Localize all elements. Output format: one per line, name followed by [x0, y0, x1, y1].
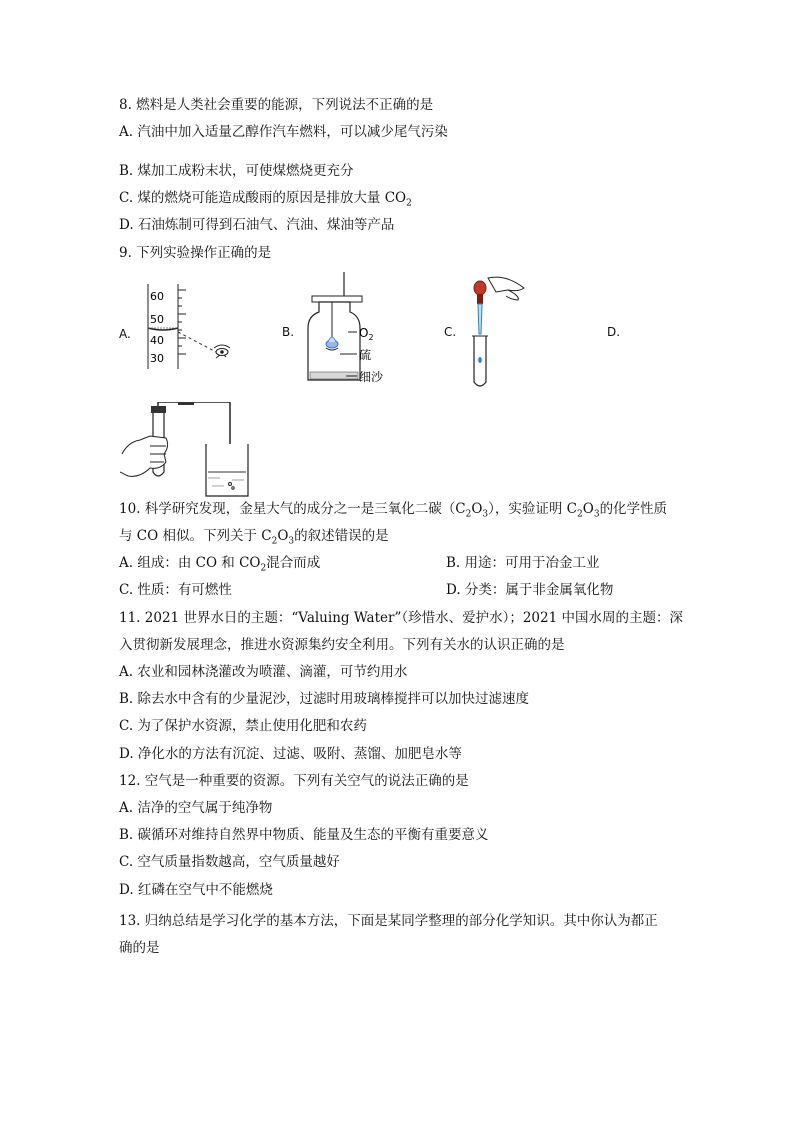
- q13-stem-line2: 确的是: [119, 940, 160, 956]
- cylinder-tick-50: 50: [150, 313, 164, 326]
- q10-option-a: A. 组成：由 CO 和 $CO_2$混合而成: [119, 555, 321, 574]
- cylinder-tick-60: 60: [150, 290, 164, 303]
- sulfur-label: 硫: [359, 348, 372, 362]
- q9-option-d-label: D.: [607, 325, 621, 339]
- q10-stem-line2: 与 CO 相似。下列关于 $C_2O_3$的叙述错误的是: [119, 528, 389, 547]
- q11-stem-line2: 入贯彻新发展理念，推进水资源集约安全利用。下列有关水的认识正确的是: [119, 637, 565, 653]
- q9-stem: 9. 下列实验操作正确的是: [119, 245, 272, 261]
- q12-option-d: D. 红磷在空气中不能燃烧: [119, 882, 273, 898]
- q10-option-d: D. 分类：属于非金属氧化物: [446, 582, 614, 598]
- eye-icon: [214, 345, 230, 358]
- q11-option-a: A. 农业和园林浇灌改为喷灌、滴灌，可节约用水: [119, 664, 408, 680]
- q12-option-c: C. 空气质量指数越高，空气质量越好: [119, 854, 340, 870]
- q11-option-b: B. 除去水中含有的少量泥沙，过滤时用玻璃棒搅拌可以加快过滤速度: [119, 691, 530, 707]
- q12-option-b: B. 碳循环对维持自然界中物质、能量及生态的平衡有重要意义: [119, 827, 489, 843]
- q8-stem: 8. 燃料是人类社会重要的能源，下列说法不正确的是: [119, 97, 434, 113]
- q10-option-c: C. 性质：有可燃性: [119, 582, 232, 598]
- q11-stem-line1: 11. 2021 世界水日的主题：“Valuing Water”（珍惜水、爱护水）；2021 中国水周的主题：深: [119, 610, 683, 626]
- q8-option-a: A. 汽油中加入适量乙醇作汽车燃料，可以减少尾气污染: [119, 124, 448, 140]
- q8-option-b: B. 煤加工成粉末状，可使煤燃烧更充分: [119, 163, 354, 179]
- q10-option-b: B. 用途：可用于冶金工业: [446, 555, 600, 571]
- dropper-test-tube-figure: [468, 274, 534, 392]
- sand-label: 细沙: [359, 370, 384, 384]
- q8-option-c: C. 煤的燃烧可能造成酸雨的原因是排放大量 $CO_2$: [119, 190, 412, 209]
- q8-option-d: D. 石油炼制可得到石油气、汽油、煤油等产品: [119, 217, 395, 233]
- q9-option-a-label: A.: [119, 327, 131, 341]
- q11-option-c: C. 为了保护水资源，禁止使用化肥和农药: [119, 718, 367, 734]
- q12-stem: 12. 空气是一种重要的资源。下列有关空气的说法正确的是: [119, 773, 469, 789]
- cylinder-tick-30: 30: [150, 352, 164, 365]
- oxygen-label: $O_2$: [359, 326, 374, 342]
- airtightness-check-figure: [120, 402, 250, 498]
- q9-option-b-label: B.: [282, 325, 295, 339]
- cylinder-tick-40: 40: [150, 334, 164, 347]
- q12-option-a: A. 洁净的空气属于纯净物: [119, 800, 273, 816]
- q13-stem-line1: 13. 归纳总结是学习化学的基本方法，下面是某同学整理的部分化学知识。其中你认为都正: [119, 913, 658, 929]
- q10-stem-line1: 10. 科学研究发现，金星大气的成分之一是三氧化二碳$(C_2O_3)$，实验证明 $C_2O_3$的化学性质: [119, 501, 668, 520]
- q11-option-d: D. 净化水的方法有沉淀、过滤、吸附、蒸馏、加肥皂水等: [119, 746, 462, 762]
- q9-option-c-label: C.: [444, 325, 457, 339]
- sulfur-combustion-figure: [302, 272, 414, 384]
- graduated-cylinder-figure: [138, 284, 248, 374]
